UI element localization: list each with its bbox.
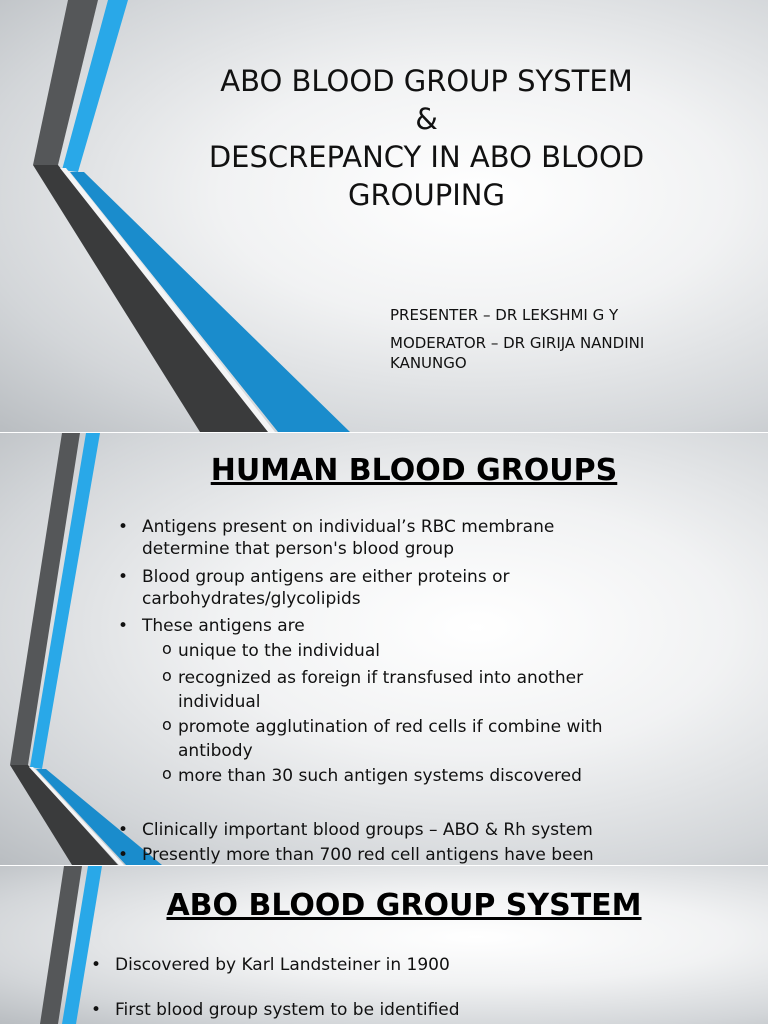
moderator-text bbox=[390, 333, 644, 373]
bullet-item: • Blood group antigens are either proteins or carbohydrates/glycolipids bbox=[118, 567, 510, 609]
presenter-text: PRESENTER – DR LEKSHMI G Y bbox=[390, 306, 619, 324]
deco-dark-band-lower bbox=[10, 765, 118, 865]
sub-bullet-icon: o bbox=[162, 639, 172, 658]
title-line: ABO BLOOD GROUP SYSTEM bbox=[220, 64, 633, 98]
slide-abo-blood-group-system bbox=[0, 866, 768, 1024]
sub-bullet-icon: o bbox=[162, 715, 172, 734]
title-line: DESCREPANCY IN ABO BLOOD bbox=[208, 140, 645, 174]
slide-title bbox=[0, 0, 768, 432]
title-line: & bbox=[415, 102, 438, 136]
bullet-icon: • bbox=[118, 517, 129, 537]
sub-bullet-icon: o bbox=[162, 666, 172, 685]
slide-heading: ABO BLOOD GROUP SYSTEM bbox=[166, 888, 642, 923]
bullet-item: • Clinically important blood groups – ABO & Rh system bbox=[118, 820, 593, 840]
bullet-icon: • bbox=[91, 955, 102, 975]
slide-human-blood-groups bbox=[0, 433, 768, 865]
bullet-icon: • bbox=[118, 820, 129, 840]
bullet-icon: • bbox=[118, 616, 129, 636]
sub-bullet-item: o recognized as foreign if transfused into another individual bbox=[162, 666, 584, 712]
slide-heading: HUMAN BLOOD GROUPS bbox=[210, 453, 618, 488]
bullet-icon: • bbox=[118, 567, 129, 587]
moderator-line: KANUNGO bbox=[390, 354, 467, 372]
main-title bbox=[160, 62, 693, 214]
bullet-icon: • bbox=[118, 845, 129, 865]
bullet-item: • First blood group system to be identified bbox=[91, 1000, 460, 1020]
title-line: GROUPING bbox=[348, 178, 505, 212]
bullet-item: • Presently more than 700 red cell antigens have been bbox=[118, 845, 594, 865]
sub-bullet-item: o unique to the individual bbox=[162, 639, 380, 661]
slide-decoration bbox=[0, 433, 768, 865]
bullet-item: • These antigens are bbox=[118, 616, 305, 636]
sub-bullet-item: o more than 30 such antigen systems discovered bbox=[162, 764, 582, 786]
bullet-icon: • bbox=[91, 1000, 102, 1020]
sub-bullet-item: o promote agglutination of red cells if combine with antibody bbox=[162, 715, 603, 761]
bullet-item: • Antigens present on individual’s RBC membrane determine that person's blood group bbox=[118, 517, 555, 559]
moderator-line: MODERATOR – DR GIRIJA NANDINI bbox=[390, 334, 645, 352]
sub-bullet-icon: o bbox=[162, 764, 172, 783]
bullet-item: • Discovered by Karl Landsteiner in 1900 bbox=[91, 955, 450, 975]
